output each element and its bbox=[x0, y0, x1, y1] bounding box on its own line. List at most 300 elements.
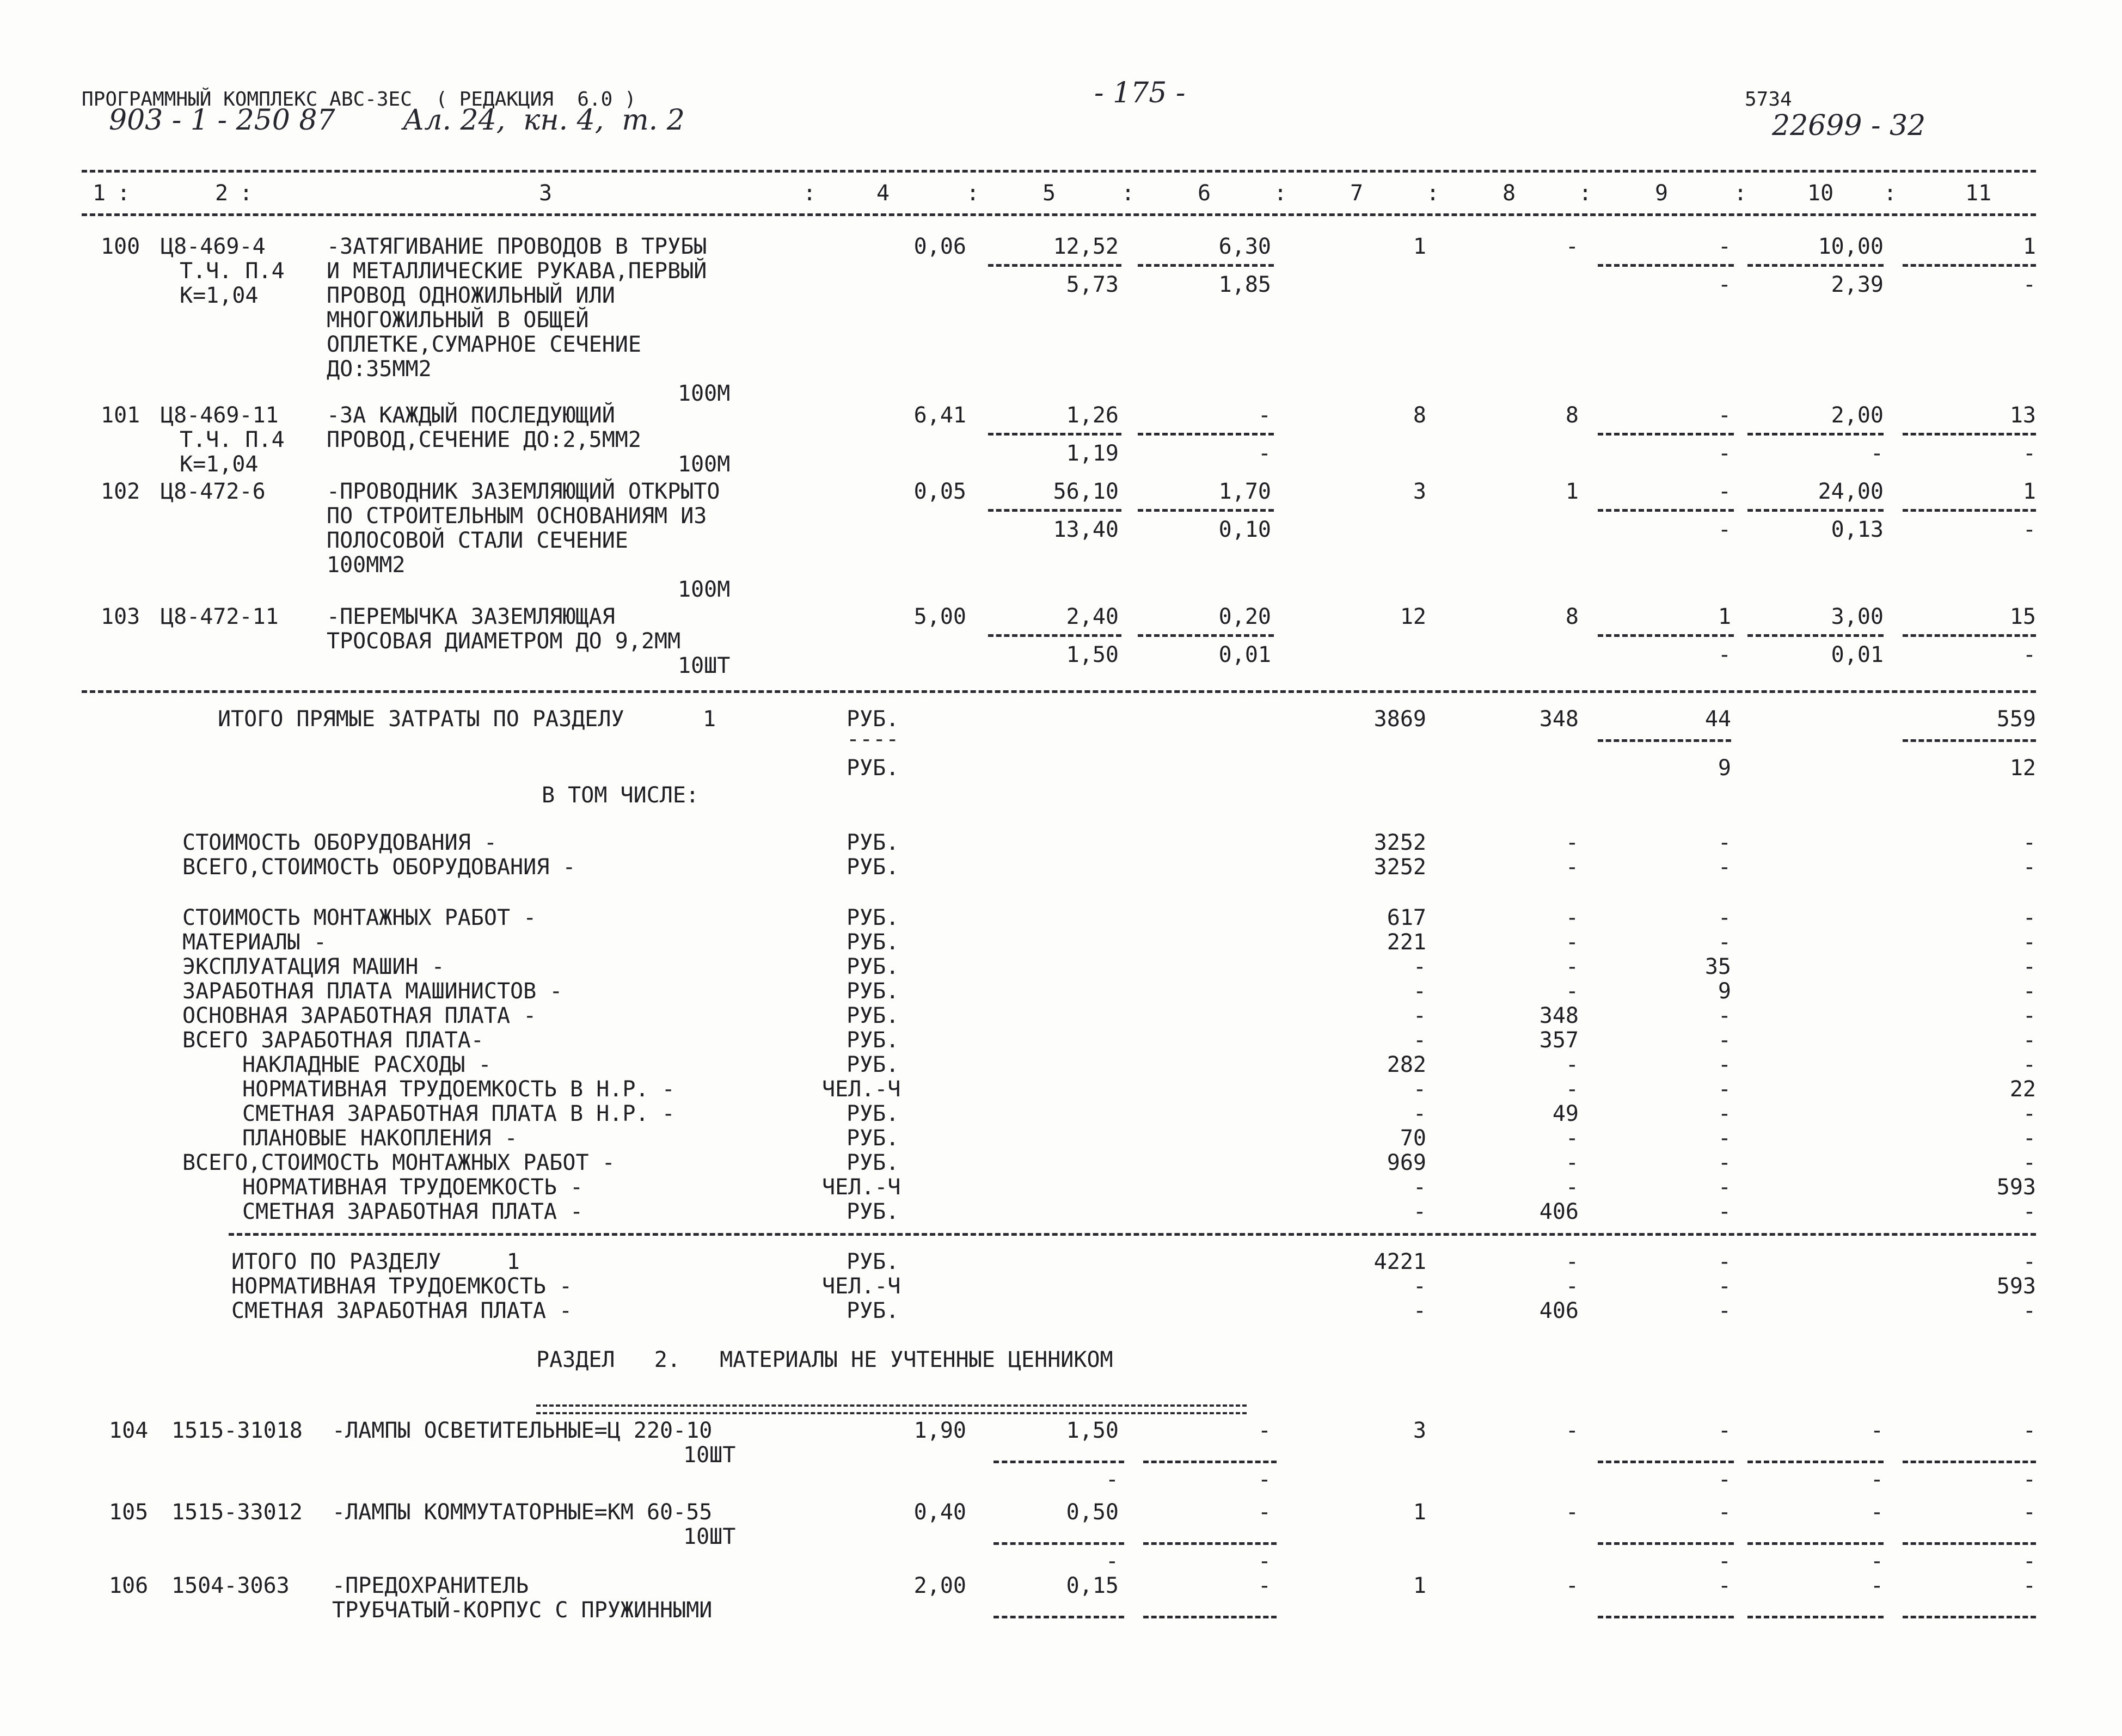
summary-c9: - bbox=[1718, 1175, 1731, 1200]
row-code-coef: К=1,04 bbox=[180, 283, 259, 308]
row-cell-c6b: - bbox=[1258, 441, 1271, 466]
cell-separator bbox=[1598, 739, 1731, 742]
row-cell-c5b: 13,40 bbox=[1053, 517, 1119, 542]
row-cell-c11b: - bbox=[2022, 642, 2036, 667]
material-number: 106 bbox=[109, 1573, 149, 1598]
summary-label: СТОИМОСТЬ МОНТАЖНЫХ РАБОТ - bbox=[182, 905, 537, 930]
section-total-unit: ЧЕЛ.-Ч bbox=[822, 1274, 901, 1299]
summary-unit: РУБ. bbox=[847, 954, 899, 979]
column-header-18: 10 bbox=[1807, 181, 1834, 206]
summary-c9: - bbox=[1718, 1052, 1731, 1077]
cell-separator bbox=[993, 1461, 1124, 1463]
row-cell-c10b: - bbox=[1870, 441, 1884, 466]
cell-separator bbox=[993, 1616, 1124, 1618]
summary-c8: - bbox=[1565, 1126, 1579, 1151]
cell-separator bbox=[988, 509, 1121, 512]
summary-c8: - bbox=[1565, 979, 1579, 1004]
row-cell-c11: 1 bbox=[2022, 479, 2036, 504]
summary-c8: 357 bbox=[1539, 1028, 1579, 1053]
column-header-5: : bbox=[803, 181, 817, 206]
row-cell-c7: 8 bbox=[1413, 403, 1426, 428]
material-description: -ПРЕДОХРАНИТЕЛЬ bbox=[332, 1573, 529, 1598]
row-number: 101 bbox=[101, 403, 140, 428]
row-cell-c8: 8 bbox=[1565, 403, 1579, 428]
row-cell-c5: 2,40 bbox=[1066, 604, 1119, 629]
material-description: -ЛАМПЫ КОММУТАТОРНЫЕ=КМ 60-55 bbox=[332, 1500, 713, 1525]
cell-separator bbox=[1598, 509, 1734, 512]
project-number: 22699 - 32 bbox=[1772, 109, 1926, 142]
section-total-c9: - bbox=[1718, 1298, 1731, 1323]
summary-c9: - bbox=[1718, 905, 1731, 930]
page-number: - 175 - bbox=[1094, 77, 1186, 109]
summary-c11: - bbox=[2022, 954, 2036, 979]
row-cell-c4: 0,06 bbox=[913, 234, 966, 259]
column-header-8: 5 bbox=[1042, 181, 1056, 206]
row-cell-c11b: - bbox=[2022, 272, 2036, 297]
including-label: В ТОМ ЧИСЛЕ: bbox=[542, 783, 699, 808]
section-total-c9: - bbox=[1718, 1249, 1731, 1274]
summary-c7: - bbox=[1413, 979, 1426, 1004]
row-code-note: Т.Ч. П.4 bbox=[180, 427, 285, 452]
column-header-14: 8 bbox=[1502, 181, 1516, 206]
material-cell-c9: - bbox=[1718, 1418, 1731, 1443]
material-number: 105 bbox=[109, 1500, 149, 1525]
summary-c9: - bbox=[1718, 1028, 1731, 1053]
material-cell-c6: - bbox=[1258, 1573, 1271, 1598]
cell-separator bbox=[1138, 509, 1274, 512]
material-unit: 10ШТ bbox=[683, 1524, 736, 1549]
row-cell-c5: 1,26 bbox=[1066, 403, 1119, 428]
cell-separator bbox=[1903, 1542, 2036, 1545]
column-header-4: 3 bbox=[539, 181, 553, 206]
row-cell-c9b: - bbox=[1718, 517, 1731, 542]
total-direct-c8: 348 bbox=[1539, 707, 1579, 732]
section-total-c11: 593 bbox=[1996, 1274, 2036, 1299]
section-2-title: РАЗДЕЛ 2. МАТЕРИАЛЫ НЕ УЧТЕННЫЕ ЦЕННИКОМ bbox=[536, 1347, 1113, 1372]
row-unit: 100М bbox=[678, 381, 731, 406]
summary-label: НАКЛАДНЫЕ РАСХОДЫ - bbox=[242, 1052, 492, 1077]
row-cell-c11: 13 bbox=[2009, 403, 2036, 428]
summary-c8: - bbox=[1565, 954, 1579, 979]
row-cell-c9: 1 bbox=[1718, 604, 1731, 629]
cell-separator bbox=[1747, 1616, 1884, 1618]
row-cell-c6: 6,30 bbox=[1218, 234, 1271, 259]
cell-separator bbox=[993, 1542, 1124, 1545]
summary-c11: - bbox=[2022, 979, 2036, 1004]
cell-separator bbox=[1903, 264, 2036, 267]
summary-c8: - bbox=[1565, 1175, 1579, 1200]
row-description: ПРОВОД ОДНОЖИЛЬНЫЙ ИЛИ bbox=[327, 283, 615, 308]
section-total-c8: - bbox=[1565, 1249, 1579, 1274]
summary-c11: - bbox=[2022, 830, 2036, 855]
row-description: -ПРОВОДНИК ЗАЗЕМЛЯЮЩИЙ ОТКРЫТО bbox=[327, 479, 720, 504]
row-code: Ц8-472-11 bbox=[161, 604, 279, 629]
column-header-0: 1 bbox=[93, 181, 106, 206]
section-total-unit: РУБ. bbox=[847, 1298, 899, 1323]
summary-c11: 22 bbox=[2009, 1077, 2036, 1102]
cell-separator bbox=[1747, 1461, 1884, 1463]
cell-separator bbox=[1903, 1461, 2036, 1463]
row-cell-c7: 1 bbox=[1413, 234, 1426, 259]
row-cell-c8: 1 bbox=[1565, 479, 1579, 504]
material-cell-c4: 1,90 bbox=[913, 1418, 966, 1443]
cell-separator bbox=[1138, 433, 1274, 435]
row-cell-c6: 1,70 bbox=[1218, 479, 1271, 504]
summary-c11: - bbox=[2022, 855, 2036, 880]
row-description: МНОГОЖИЛЬНЫЙ В ОБЩЕЙ bbox=[327, 308, 589, 333]
total-direct-unit-separator: ---- bbox=[847, 727, 899, 752]
cell-separator bbox=[1598, 1461, 1734, 1463]
material-cell-c10b: - bbox=[1870, 1549, 1884, 1574]
header-top-rule bbox=[82, 170, 2036, 173]
summary-unit: РУБ. bbox=[847, 930, 899, 955]
material-code: 1515-33012 bbox=[171, 1500, 303, 1525]
cell-separator bbox=[1598, 1542, 1734, 1545]
row-description: 100ММ2 bbox=[327, 553, 406, 578]
cell-separator bbox=[1903, 634, 2036, 637]
summary-label: СМЕТНАЯ ЗАРАБОТНАЯ ПЛАТА В Н.Р. - bbox=[242, 1101, 675, 1126]
material-cell-c9: - bbox=[1718, 1500, 1731, 1525]
summary-label: СМЕТНАЯ ЗАРАБОТНАЯ ПЛАТА - bbox=[242, 1199, 584, 1224]
row-description: ОПЛЕТКЕ,СУМАРНОЕ СЕЧЕНИЕ bbox=[327, 332, 641, 357]
summary-c7: - bbox=[1413, 1077, 1426, 1102]
material-cell-c11b: - bbox=[2022, 1549, 2036, 1574]
cell-separator bbox=[1903, 433, 2036, 435]
section-total-rule bbox=[229, 1233, 2036, 1236]
row-cell-c11: 15 bbox=[2009, 604, 2036, 629]
summary-c9: - bbox=[1718, 855, 1731, 880]
column-header-19: : bbox=[1884, 181, 1897, 206]
section-total-c7: - bbox=[1413, 1274, 1426, 1299]
row-cell-c6: - bbox=[1258, 403, 1271, 428]
row-number: 103 bbox=[101, 604, 140, 629]
row-cell-c11b: - bbox=[2022, 441, 2036, 466]
row-cell-c6: 0,20 bbox=[1218, 604, 1271, 629]
summary-unit: РУБ. bbox=[847, 979, 899, 1004]
cell-separator bbox=[1747, 509, 1884, 512]
material-cell-c5b: - bbox=[1105, 1549, 1119, 1574]
row-unit: 100М bbox=[678, 577, 731, 602]
sheet-code: 5734 bbox=[1745, 88, 1792, 111]
column-header-12: 7 bbox=[1350, 181, 1364, 206]
summary-c9: - bbox=[1718, 1077, 1731, 1102]
summary-c8: - bbox=[1565, 905, 1579, 930]
total-direct-c11b: 12 bbox=[2009, 756, 2036, 781]
summary-c9: - bbox=[1718, 1003, 1731, 1028]
row-cell-c4: 6,41 bbox=[913, 403, 966, 428]
row-description: -ПЕРЕМЫЧКА ЗАЗЕМЛЯЮЩАЯ bbox=[327, 604, 615, 629]
material-cell-c11b: - bbox=[2022, 1467, 2036, 1492]
material-cell-c5: 0,15 bbox=[1066, 1573, 1119, 1598]
summary-label: МАТЕРИАЛЫ - bbox=[182, 930, 327, 955]
row-cell-c5b: 5,73 bbox=[1066, 272, 1119, 297]
material-cell-c8: - bbox=[1565, 1573, 1579, 1598]
summary-c7: 282 bbox=[1387, 1052, 1426, 1077]
column-header-6: 4 bbox=[876, 181, 890, 206]
column-header-9: : bbox=[1121, 181, 1135, 206]
row-cell-c5: 12,52 bbox=[1053, 234, 1119, 259]
cell-separator bbox=[1138, 634, 1274, 637]
material-cell-c7: 1 bbox=[1413, 1573, 1426, 1598]
summary-c8: - bbox=[1565, 830, 1579, 855]
total-direct-c9: 44 bbox=[1704, 707, 1731, 732]
row-cell-c10b: 0,13 bbox=[1831, 517, 1884, 542]
summary-label: ВСЕГО,СТОИМОСТЬ ОБОРУДОВАНИЯ - bbox=[182, 855, 576, 880]
material-cell-c10b: - bbox=[1870, 1467, 1884, 1492]
double-rule bbox=[536, 1404, 1247, 1414]
material-cell-c11: - bbox=[2022, 1500, 2036, 1525]
summary-c11: - bbox=[2022, 1003, 2036, 1028]
summary-c9: 9 bbox=[1718, 979, 1731, 1004]
total-direct-label: ИТОГО ПРЯМЫЕ ЗАТРАТЫ ПО РАЗДЕЛУ 1 bbox=[218, 707, 716, 732]
material-cell-c9b: - bbox=[1718, 1467, 1731, 1492]
cell-separator bbox=[1903, 1616, 2036, 1618]
summary-c7: 3252 bbox=[1373, 830, 1426, 855]
row-cell-c10: 10,00 bbox=[1818, 234, 1884, 259]
summary-label: ВСЕГО,СТОИМОСТЬ МОНТАЖНЫХ РАБОТ - bbox=[182, 1150, 615, 1175]
material-cell-c11: - bbox=[2022, 1418, 2036, 1443]
row-unit: 10ШТ bbox=[678, 653, 731, 678]
row-description: ТРОСОВАЯ ДИАМЕТРОМ ДО 9,2ММ bbox=[327, 629, 681, 654]
cell-separator bbox=[1903, 509, 2036, 512]
row-cell-c11: 1 bbox=[2022, 234, 2036, 259]
summary-c11: - bbox=[2022, 1052, 2036, 1077]
material-unit: 10ШТ bbox=[683, 1443, 736, 1468]
material-cell-c5: 1,50 bbox=[1066, 1418, 1119, 1443]
cell-separator bbox=[988, 634, 1121, 637]
row-cell-c9: - bbox=[1718, 479, 1731, 504]
section-total-c7: 4221 bbox=[1373, 1249, 1426, 1274]
summary-unit: РУБ. bbox=[847, 1101, 899, 1126]
material-cell-c5: 0,50 bbox=[1066, 1500, 1119, 1525]
summary-c8: 406 bbox=[1539, 1199, 1579, 1224]
summary-c7: - bbox=[1413, 1028, 1426, 1053]
row-cell-c5: 56,10 bbox=[1053, 479, 1119, 504]
material-cell-c10: - bbox=[1870, 1500, 1884, 1525]
row-code: Ц8-469-11 bbox=[161, 403, 279, 428]
section-total-c11: - bbox=[2022, 1249, 2036, 1274]
summary-c9: 35 bbox=[1704, 954, 1731, 979]
material-cell-c7: 1 bbox=[1413, 1500, 1426, 1525]
row-code-note: Т.Ч. П.4 bbox=[180, 259, 285, 284]
column-header-1: : bbox=[117, 181, 131, 206]
row-cell-c9: - bbox=[1718, 234, 1731, 259]
column-header-15: : bbox=[1579, 181, 1592, 206]
summary-c8: - bbox=[1565, 1052, 1579, 1077]
cell-separator bbox=[1903, 739, 2036, 742]
row-cell-c9: - bbox=[1718, 403, 1731, 428]
program-header: ПРОГРАММНЫЙ КОМПЛЕКС АВС-ЗЕС ( РЕДАКЦИЯ 6.0 ) bbox=[82, 88, 636, 111]
row-code: Ц8-469-4 bbox=[161, 234, 266, 259]
section-total-label: НОРМАТИВНАЯ ТРУДОЕМКОСТЬ - bbox=[231, 1274, 573, 1299]
material-cell-c4: 0,40 bbox=[913, 1500, 966, 1525]
row-cell-c9b: - bbox=[1718, 441, 1731, 466]
summary-label: ВСЕГО ЗАРАБОТНАЯ ПЛАТА- bbox=[182, 1028, 484, 1053]
total-direct-unit: РУБ. bbox=[847, 707, 899, 732]
material-cell-c9b: - bbox=[1718, 1549, 1731, 1574]
summary-c7: - bbox=[1413, 1101, 1426, 1126]
row-description: ПОЛОСОВОЙ СТАЛИ СЕЧЕНИЕ bbox=[327, 528, 628, 553]
column-header-7: : bbox=[966, 181, 980, 206]
row-cell-c10b: 0,01 bbox=[1831, 642, 1884, 667]
cell-separator bbox=[988, 264, 1121, 267]
summary-label: ОСНОВНАЯ ЗАРАБОТНАЯ ПЛАТА - bbox=[182, 1003, 537, 1028]
summary-unit: ЧЕЛ.-Ч bbox=[822, 1077, 901, 1102]
summary-c8: 348 bbox=[1539, 1003, 1579, 1028]
summary-c8: 49 bbox=[1552, 1101, 1579, 1126]
summary-unit: РУБ. bbox=[847, 1150, 899, 1175]
material-cell-c7: 3 bbox=[1413, 1418, 1426, 1443]
summary-label: ЭКСПЛУАТАЦИЯ МАШИН - bbox=[182, 954, 445, 979]
summary-c7: 969 bbox=[1387, 1150, 1426, 1175]
cell-separator bbox=[1138, 264, 1274, 267]
row-cell-c4: 5,00 bbox=[913, 604, 966, 629]
summary-label: СТОИМОСТЬ ОБОРУДОВАНИЯ - bbox=[182, 830, 497, 855]
summary-c11: - bbox=[2022, 1101, 2036, 1126]
material-cell-c6b: - bbox=[1258, 1549, 1271, 1574]
total-direct-unit-2: РУБ. bbox=[847, 756, 899, 781]
cell-separator bbox=[1598, 634, 1734, 637]
summary-c7: 221 bbox=[1387, 930, 1426, 955]
summary-unit: РУБ. bbox=[847, 1003, 899, 1028]
material-cell-c11: - bbox=[2022, 1573, 2036, 1598]
material-number: 104 bbox=[109, 1418, 149, 1443]
material-cell-c8: - bbox=[1565, 1500, 1579, 1525]
row-cell-c9b: - bbox=[1718, 642, 1731, 667]
summary-label: ЗАРАБОТНАЯ ПЛАТА МАШИНИСТОВ - bbox=[182, 979, 563, 1004]
section-total-c7: - bbox=[1413, 1298, 1426, 1323]
summary-c9: - bbox=[1718, 1126, 1731, 1151]
cell-separator bbox=[1143, 1616, 1277, 1618]
summary-c9: - bbox=[1718, 830, 1731, 855]
summary-unit: РУБ. bbox=[847, 855, 899, 880]
total-direct-c9b: 9 bbox=[1718, 756, 1731, 781]
summary-unit: РУБ. bbox=[847, 1028, 899, 1053]
summary-c7: - bbox=[1413, 1003, 1426, 1028]
column-header-2: 2 bbox=[215, 181, 229, 206]
summary-c8: - bbox=[1565, 930, 1579, 955]
section-total-unit: РУБ. bbox=[847, 1249, 899, 1274]
material-cell-c6: - bbox=[1258, 1500, 1271, 1525]
row-number: 102 bbox=[101, 479, 140, 504]
cell-separator bbox=[1747, 433, 1884, 435]
material-cell-c8: - bbox=[1565, 1418, 1579, 1443]
row-cell-c6b: 1,85 bbox=[1218, 272, 1271, 297]
section-total-label: СМЕТНАЯ ЗАРАБОТНАЯ ПЛАТА - bbox=[231, 1298, 573, 1323]
summary-c11: - bbox=[2022, 930, 2036, 955]
section-total-c8: - bbox=[1565, 1274, 1579, 1299]
material-cell-c5b: - bbox=[1105, 1467, 1119, 1492]
row-cell-c11b: - bbox=[2022, 517, 2036, 542]
summary-unit: РУБ. bbox=[847, 905, 899, 930]
summary-label: НОРМАТИВНАЯ ТРУДОЕМКОСТЬ - bbox=[242, 1175, 584, 1200]
cell-separator bbox=[1747, 634, 1884, 637]
summary-c7: - bbox=[1413, 1199, 1426, 1224]
row-cell-c5b: 1,19 bbox=[1066, 441, 1119, 466]
cell-separator bbox=[1598, 433, 1734, 435]
summary-c9: - bbox=[1718, 930, 1731, 955]
row-cell-c7: 12 bbox=[1400, 604, 1426, 629]
summary-label: ПЛАНОВЫЕ НАКОПЛЕНИЯ - bbox=[242, 1126, 518, 1151]
section-total-c11: - bbox=[2022, 1298, 2036, 1323]
doc-code: 903 - 1 - 250 87 bbox=[109, 104, 335, 137]
summary-unit: РУБ. bbox=[847, 1199, 899, 1224]
row-description: -ЗА КАЖДЫЙ ПОСЛЕДУЮЩИЙ bbox=[327, 403, 615, 428]
row-cell-c8: - bbox=[1565, 234, 1579, 259]
row-cell-c8: 8 bbox=[1565, 604, 1579, 629]
cell-separator bbox=[1747, 264, 1884, 267]
row-cell-c10: 3,00 bbox=[1831, 604, 1884, 629]
summary-c11: - bbox=[2022, 1199, 2036, 1224]
material-description: -ЛАМПЫ ОСВЕТИТЕЛЬНЫЕ=Ц 220-10 bbox=[332, 1418, 713, 1443]
summary-c11: - bbox=[2022, 1028, 2036, 1053]
summary-c7: 70 bbox=[1400, 1126, 1426, 1151]
material-cell-c9: - bbox=[1718, 1573, 1731, 1598]
row-cell-c9b: - bbox=[1718, 272, 1731, 297]
row-cell-c5b: 1,50 bbox=[1066, 642, 1119, 667]
summary-c11: - bbox=[2022, 1126, 2036, 1151]
summary-c8: - bbox=[1565, 1150, 1579, 1175]
row-cell-c10b: 2,39 bbox=[1831, 272, 1884, 297]
row-cell-c6b: 0,10 bbox=[1218, 517, 1271, 542]
column-header-11: : bbox=[1274, 181, 1287, 206]
album-ref: Ал. 24, кн. 4, т. 2 bbox=[403, 104, 685, 137]
section-total-c9: - bbox=[1718, 1274, 1731, 1299]
total-direct-c11: 559 bbox=[1996, 707, 2036, 732]
row-cell-c4: 0,05 bbox=[913, 479, 966, 504]
summary-c8: - bbox=[1565, 855, 1579, 880]
material-code: 1515-31018 bbox=[171, 1418, 303, 1443]
summary-unit: РУБ. bbox=[847, 1052, 899, 1077]
summary-unit: ЧЕЛ.-Ч bbox=[822, 1175, 901, 1200]
summary-c9: - bbox=[1718, 1150, 1731, 1175]
row-description: ПО СТРОИТЕЛЬНЫМ ОСНОВАНИЯМ ИЗ bbox=[327, 504, 707, 529]
material-code: 1504-3063 bbox=[171, 1573, 290, 1598]
row-code-coef: К=1,04 bbox=[180, 452, 259, 477]
total-direct-c7: 3869 bbox=[1373, 707, 1426, 732]
row-code: Ц8-472-6 bbox=[161, 479, 266, 504]
row-cell-c7: 3 bbox=[1413, 479, 1426, 504]
column-header-13: : bbox=[1426, 181, 1440, 206]
cell-separator bbox=[988, 433, 1121, 435]
cell-separator bbox=[1143, 1461, 1277, 1463]
summary-c7: - bbox=[1413, 1175, 1426, 1200]
summary-c9: - bbox=[1718, 1199, 1731, 1224]
column-header-20: 11 bbox=[1965, 181, 1992, 206]
material-cell-c10: - bbox=[1870, 1418, 1884, 1443]
summary-c11: 593 bbox=[1996, 1175, 2036, 1200]
summary-unit: РУБ. bbox=[847, 1126, 899, 1151]
row-number: 100 bbox=[101, 234, 140, 259]
summary-c9: - bbox=[1718, 1101, 1731, 1126]
cell-separator bbox=[1143, 1542, 1277, 1545]
header-bottom-rule bbox=[82, 213, 2036, 216]
material-description: ТРУБЧАТЫЙ-КОРПУС С ПРУЖИННЫМИ bbox=[332, 1598, 713, 1623]
column-header-10: 6 bbox=[1198, 181, 1211, 206]
row-cell-c10: 24,00 bbox=[1818, 479, 1884, 504]
summary-label: НОРМАТИВНАЯ ТРУДОЕМКОСТЬ В Н.Р. - bbox=[242, 1077, 675, 1102]
row-description: ДО:35ММ2 bbox=[327, 357, 432, 382]
column-header-16: 9 bbox=[1655, 181, 1669, 206]
material-cell-c10: - bbox=[1870, 1573, 1884, 1598]
summary-c11: - bbox=[2022, 1150, 2036, 1175]
summary-c11: - bbox=[2022, 905, 2036, 930]
totals-rule bbox=[82, 690, 2036, 693]
cell-separator bbox=[1747, 1542, 1884, 1545]
cell-separator bbox=[1598, 264, 1734, 267]
column-header-17: : bbox=[1734, 181, 1747, 206]
summary-c7: 617 bbox=[1387, 905, 1426, 930]
